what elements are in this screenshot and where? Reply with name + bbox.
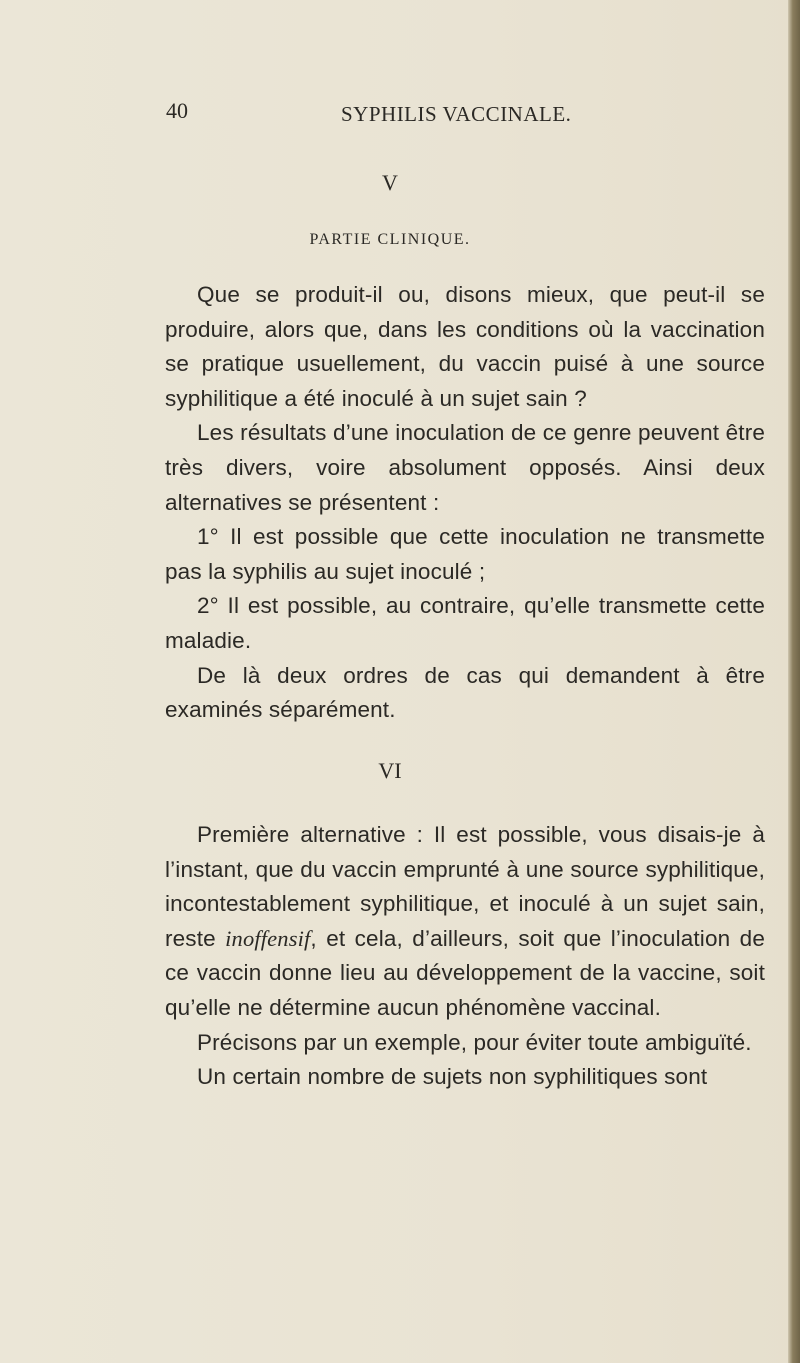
- paragraph: De là deux ordres de cas qui demandent à être examinés séparément.: [165, 662, 765, 723]
- paragraph: Précisons par un exemple, pour éviter toute ambiguïté.: [197, 1029, 752, 1055]
- section-number-vi: VI: [378, 758, 402, 783]
- emphasized-word: inoffensif: [225, 925, 311, 951]
- section-title: PARTIE CLINIQUE.: [309, 231, 471, 248]
- paragraph-text: Première alternative : Il est possible, vous disais-je à l’instant, que du vaccin emprunté à une source syphilitique, incontestablement syphilitique, et inoculé à un sujet sain, reste: [165, 822, 765, 951]
- paragraph: 1° Il est possible que cette inoculation ne transmette pas la syphilis au sujet inoculé ;: [165, 524, 765, 584]
- paragraph: Un certain nombre de sujets non syphilitiques sont: [197, 1064, 708, 1090]
- section-v-body: [165, 278, 765, 728]
- paragraph-text: , et cela, d’ailleurs, soit que l’inoculation de ce vaccin donne lieu au développement de la vaccine, soit qu’elle ne détermine aucun phénomène vaccinal.: [165, 925, 765, 1020]
- page-number: 40: [166, 98, 188, 123]
- running-title: SYPHILIS VACCINALE.: [341, 102, 572, 126]
- section-vi-body: [165, 818, 765, 1095]
- paragraph: [165, 818, 765, 1026]
- section-number-v: V: [382, 170, 398, 195]
- page-edge: [788, 0, 800, 1363]
- paragraph: Que se produit-il ou, disons mieux, que peut-il se produire, alors que, dans les conditions où la vaccination se pratique usuellement, du vaccin puisé à une source syphilitique a été inoculé à un sujet sain ?: [165, 282, 765, 411]
- paragraph: Les résultats d’une inoculation de ce genre peuvent être très divers, voire absolument opposés. Ainsi deux alternatives se présentent :: [165, 420, 765, 515]
- page-header: [0, 98, 800, 128]
- paragraph: 2° Il est possible, au contraire, qu’elle transmette cette maladie.: [165, 593, 765, 653]
